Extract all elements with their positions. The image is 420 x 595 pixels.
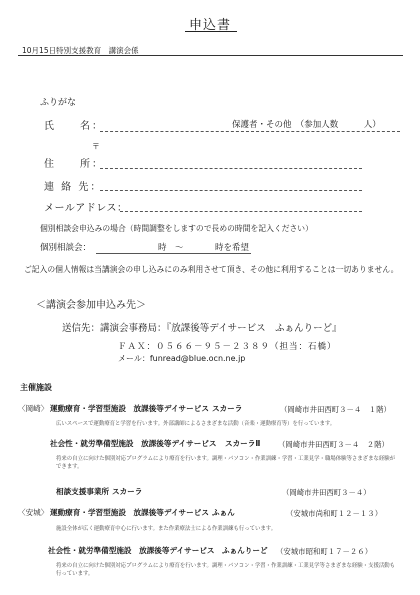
consult-label: 個別相談会： <box>40 243 92 253</box>
guardian-note: 保護者・その他 （参加人数 人） <box>232 120 381 130</box>
consult-from: 時 〜 <box>158 243 184 253</box>
title-underline <box>185 31 237 32</box>
facility-name: スカーラ <box>112 487 143 496</box>
facility-region: 〈安城〉 <box>18 508 49 517</box>
facility-name: ふぁん <box>212 508 235 517</box>
facility-name: ふぁんりーど <box>222 546 268 555</box>
facility-description: 将来の自立に向けた個別対応プログラムにより療育を行います。調理・パソコン・学習・作業訓練・工業見学等さまざまな経験・支援活動も行っています。 <box>56 563 396 577</box>
email-field[interactable] <box>120 211 362 212</box>
subtitle-rule <box>18 55 403 56</box>
send-section-title: ＜講演会参加申込み先＞ <box>36 300 146 311</box>
address-label: 住 所： <box>44 159 104 170</box>
facility-name: スカーラ <box>212 404 243 413</box>
facility-type: 社会性・就労準備型施設 放課後等デイサービス <box>50 439 217 448</box>
consult-note: 個別相談会申込みの場合（時間調整をしますので長めの時間を記入ください） <box>40 224 313 233</box>
postal-mark: 〒 <box>92 142 100 151</box>
address-field[interactable] <box>100 168 362 169</box>
email-label: メールアドレス： <box>44 203 128 214</box>
consult-to: 時を希望 <box>215 243 250 253</box>
facility-type: 運動療育・学習型施設 放課後等デイサービス <box>50 508 209 517</box>
facility-address: （岡崎市井田西町３－４ ２階） <box>278 440 389 449</box>
form-subtitle: 10月15日特別支援教育 講演会係 <box>22 46 139 55</box>
facility-address: （岡崎市井田西町３－４） <box>282 488 371 497</box>
contact-field[interactable] <box>100 190 362 191</box>
name-label: 氏 名： <box>44 121 104 132</box>
facility-type: 社会性・就労準備型施設 放課後等デイサービス <box>48 546 215 555</box>
name-field[interactable] <box>100 131 400 132</box>
contact-label: 連 絡 先： <box>44 182 103 193</box>
facility-address: （安城市尚和町１２－１３） <box>286 509 383 518</box>
facility-type: 相談支援事業所 <box>56 487 110 496</box>
facility-type: 運動療育・学習型施設 放課後等デイサービス <box>50 404 209 413</box>
facility-name: スカーラⅡ <box>225 439 261 448</box>
consult-time-field[interactable] <box>96 253 251 254</box>
facility-address: （岡崎市井田西町３－４ １階） <box>280 405 391 414</box>
form-title: 申込書 <box>188 18 231 33</box>
facility-address: （安城市昭和町１７－２６） <box>276 547 373 556</box>
facility-region: 〈岡崎〉 <box>18 404 49 413</box>
send-to: 送信先：講演会事務局：『放課後等デイサービス ふぁんりーど』 <box>62 323 342 334</box>
facility-description: 将来の自立に向けた個別対応プログラムにより療育を行います。調理・パソコン・作業訓練・学習・工業見学・職場体験等さまざまな経験ができます。 <box>56 456 396 470</box>
organizers-heading: 主催施設 <box>20 383 52 392</box>
furigana-label: ふりがな <box>40 98 77 108</box>
facility-description: 広いスペースで運動療育と学習を行います。外部講師によるさまざまな活動（音楽・運動療育等）を行っています。 <box>56 421 336 427</box>
privacy-note: ご記入の個人情報は当講演会の申し込みにのみ利用させて頂き、その他に利用することは一切ありません。 <box>24 265 399 274</box>
facility-description: 施設全体が広く運動療育中心に行います。また作業療法士による作業訓練も行っています。 <box>56 526 277 532</box>
email-address[interactable]: メール：funread@blue.ocn.ne.jp <box>118 354 246 363</box>
fax-number: ＦＡＸ：０５６６－９５－２３８９（担当：石橋） <box>118 342 337 352</box>
